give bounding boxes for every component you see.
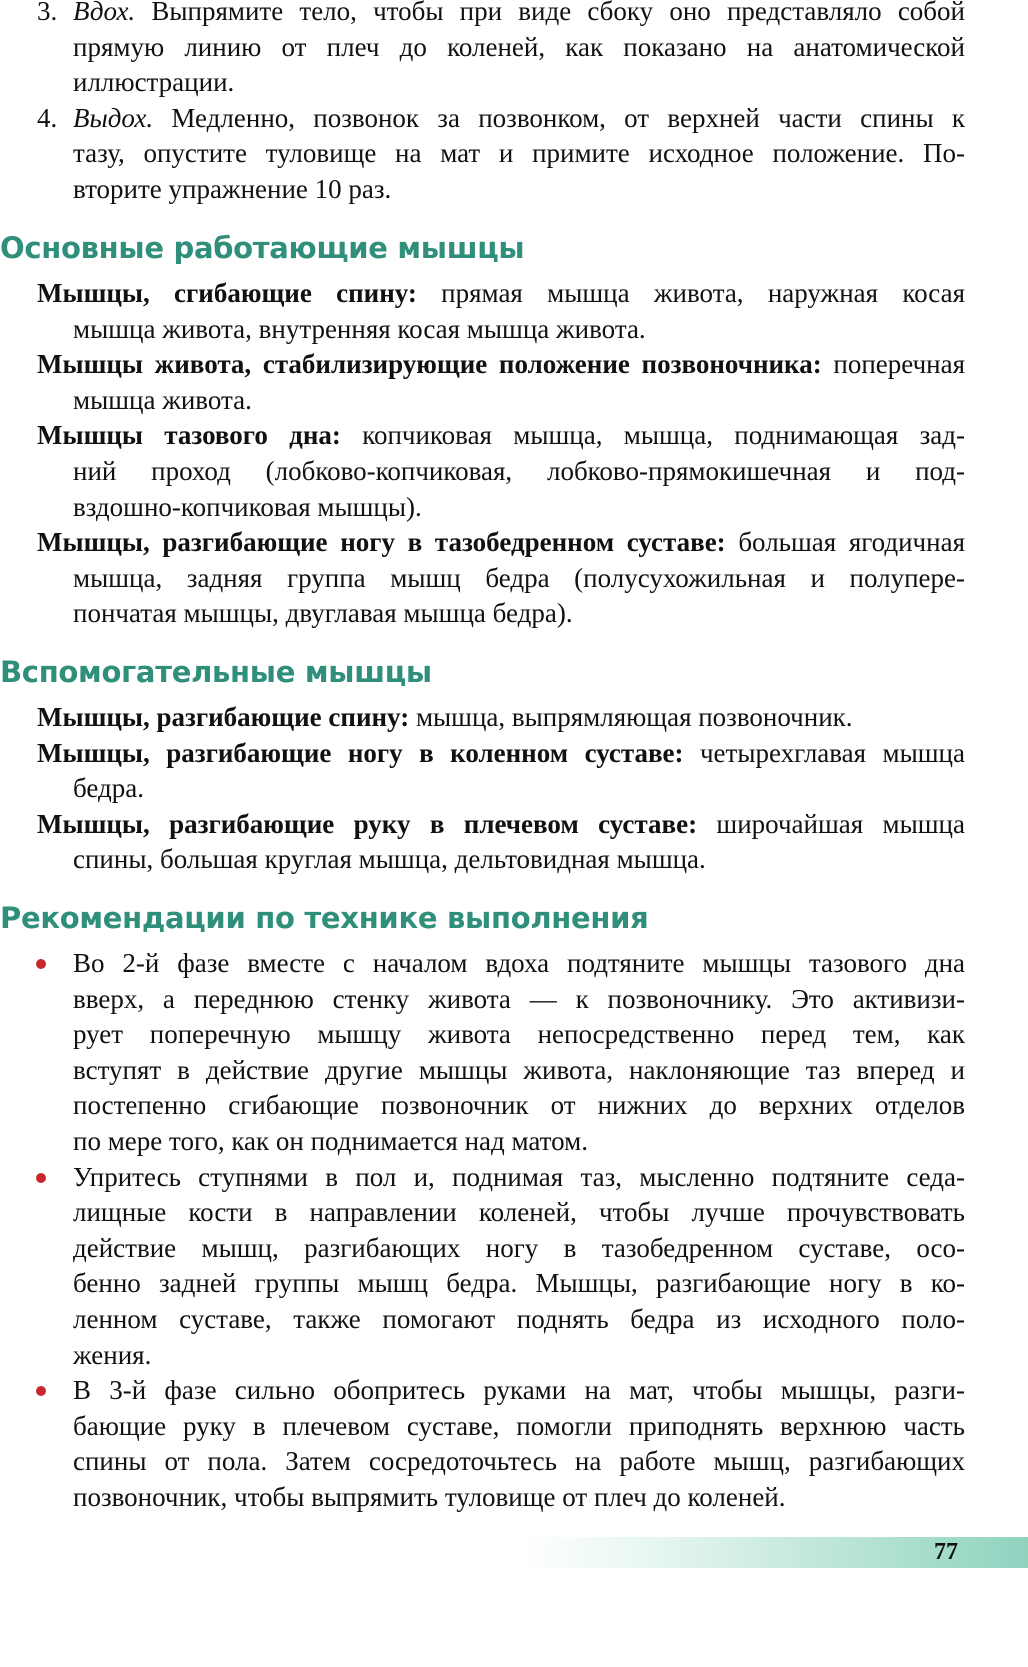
muscle-list: прямая мышца живота, наружная косая	[416, 278, 965, 308]
text-line: Во 2-й фазе вместе с началом вдоха подтяните мышцы тазового дна	[73, 948, 965, 978]
muscle-list: большая ягодичная	[725, 527, 965, 558]
steps-list	[0, 0, 965, 208]
text-line: жения.	[73, 1339, 152, 1370]
text-line: рует поперечную мышцу живота непосредственно перед тем, как	[73, 1019, 965, 1050]
text-line: Медленно, позвонок за позвонком, от верхней части спины к	[153, 102, 965, 133]
text-line: иллюстрации.	[73, 67, 235, 98]
text-line: вздошно-копчиковая мышцы).	[73, 491, 422, 522]
section-heading-tips: Рекомендации по технике выполнения	[0, 901, 649, 935]
tip-item	[0, 1373, 965, 1515]
page-footer-band	[520, 1537, 1028, 1568]
bullet-icon	[36, 959, 46, 969]
tips-list	[0, 946, 965, 1516]
muscle-list: широчайшая мышца	[697, 808, 965, 839]
text-line	[37, 807, 965, 843]
muscle-group-term: Мышцы тазового дна:	[37, 420, 341, 451]
text-line: по мере того, как он поднимается над матом.	[73, 1125, 588, 1156]
main-muscles-list	[0, 276, 965, 632]
text-line: лищные кости в направлении коленей, чтобы лучше прочувствовать	[73, 1197, 965, 1228]
muscle-group	[0, 700, 965, 736]
muscle-list: мышца, выпрямляющая позвоночник.	[409, 702, 853, 732]
tip-item	[0, 946, 965, 1160]
aux-muscles-list	[0, 700, 965, 878]
muscle-group	[0, 347, 965, 418]
text-line: спины, большая круглая мышца, дельтовидная мышца.	[73, 844, 706, 875]
text-line	[37, 418, 965, 454]
muscle-list: четырехглавая мышца	[683, 737, 965, 768]
text-line: вверх, а переднюю стенку живота — к позвоночнику. Это активизи-	[73, 983, 965, 1014]
text-line: ний проход (лобково-копчиковая, лобково-прямокишечная и под-	[73, 455, 965, 486]
text-line: мышца, задняя группа мышц бедра (полусухожильная и полупере-	[73, 562, 965, 593]
tip-item	[0, 1160, 965, 1374]
text-line: пончатая мышцы, двуглавая мышца бедра).	[73, 598, 573, 629]
text-line: прямую линию от плеч до коленей, как показано на анатомической	[73, 31, 965, 62]
step-4	[0, 101, 965, 208]
text-line: мышца живота, внутренняя косая мышца живота.	[73, 313, 646, 344]
muscle-group-term: Мышцы, разгибающие ногу в коленном суставе:	[37, 737, 684, 768]
muscle-group	[0, 418, 965, 525]
text-line: мышца живота.	[73, 384, 252, 415]
section-heading-aux-muscles: Вспомогательные мышцы	[0, 655, 432, 689]
muscle-list: поперечная	[821, 349, 965, 380]
step-3	[0, 0, 965, 101]
step-number: 4.	[37, 102, 58, 133]
text-line: тазу, опустите туловище на мат и примите исходное положение. По-	[73, 138, 965, 169]
text-line: ленном суставе, также помогают поднять бедра из исходного поло-	[73, 1303, 965, 1334]
page-number: 77	[934, 1539, 958, 1565]
muscle-group-term: Мышцы живота, стабилизирующие положение позвоночника:	[37, 349, 822, 380]
text-line: Упритесь ступнями в пол и, поднимая таз, мысленно подтяните седа-	[73, 1161, 965, 1192]
section-heading-main-muscles: Основные работающие мышцы	[0, 231, 525, 265]
text-line: позвоночник, чтобы выпрямить туловище от плеч до коленей.	[73, 1481, 786, 1512]
text-line: бенно задней группы мышц бедра. Мышцы, разгибающие ногу в ко-	[73, 1268, 965, 1299]
muscle-group-term: Мышцы, разгибающие спину:	[37, 702, 410, 732]
muscle-group-term: Мышцы, разгибающие руку в плечевом суставе:	[37, 808, 698, 839]
muscle-group	[0, 736, 965, 807]
text-line	[37, 347, 965, 383]
muscle-group	[0, 807, 965, 878]
text-line: бающие руку в плечевом суставе, помогли приподнять верхнюю часть	[73, 1410, 965, 1441]
muscle-group-term: Мышцы, разгибающие ногу в тазобедренном суставе:	[37, 527, 726, 558]
text-line: бедра.	[73, 773, 144, 804]
text-line	[37, 736, 965, 772]
muscle-list: копчиковая мышца, мышца, поднимающая зад-	[340, 420, 965, 451]
step-number: 3.	[37, 0, 58, 26]
text-line: спины от пола. Затем сосредоточьтесь на работе мышц, разгибающих	[73, 1446, 965, 1477]
text-line: действие мышц, разгибающих ногу в тазобедренном суставе, осо-	[73, 1232, 965, 1263]
muscle-group	[0, 276, 965, 347]
step-label: Выдох.	[73, 102, 154, 133]
text-line	[37, 525, 965, 561]
bullet-icon	[36, 1386, 46, 1396]
text-line	[37, 700, 965, 736]
muscle-group	[0, 525, 965, 632]
text-line: Выпрямите тело, чтобы при виде сбоку оно представляло собой	[135, 0, 965, 26]
muscle-group-term: Мышцы, сгибающие спину:	[37, 278, 417, 308]
text-line: вторите упражнение 10 раз.	[73, 173, 392, 204]
step-label: Вдох.	[73, 0, 136, 26]
text-line: В 3-й фазе сильно обопритесь руками на мат, чтобы мышцы, разги-	[73, 1375, 965, 1406]
text-line: постепенно сгибающие позвоночник от нижних до верхних отделов	[73, 1090, 965, 1121]
bullet-icon	[36, 1173, 46, 1183]
text-line: вступят в действие другие мышцы живота, наклоняющие таз вперед и	[73, 1054, 965, 1085]
text-line	[37, 276, 965, 312]
